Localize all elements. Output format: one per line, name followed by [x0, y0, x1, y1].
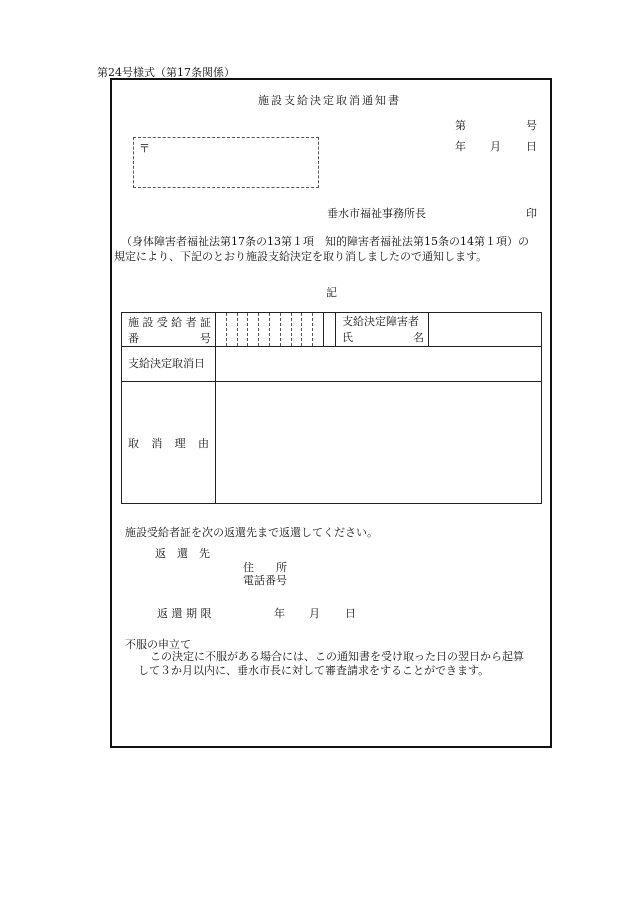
date-year: 年	[455, 140, 466, 153]
return-deadline-day: 日	[345, 607, 356, 620]
return-address-label: 住 所	[243, 561, 287, 574]
seal-mark: 印	[526, 207, 537, 220]
objection-heading: 不服の申立て	[125, 638, 191, 651]
person-label-line-1: 支給決定障害者	[342, 314, 419, 328]
cert-number-spacer	[324, 313, 336, 347]
postal-mark: 〒	[139, 142, 150, 155]
person-label-line-2: 氏 名	[342, 330, 424, 344]
body-line-1: （身体障害者福祉法第17条の13第１項 知的障害者福祉法第15条の14第１項）の	[121, 235, 529, 248]
address-box	[133, 137, 319, 188]
cert-number-label-line-1: 施 設 受 給 者 証	[128, 315, 211, 329]
cert-number-digit-cells	[216, 313, 324, 347]
return-to-label: 返 還 先	[155, 547, 210, 560]
person-label-cell	[336, 313, 429, 347]
person-name-value	[429, 313, 542, 347]
cancel-date-label: 支給決定取消日	[128, 357, 205, 370]
ki-heading: 記	[326, 286, 337, 299]
reason-label: 取 消 理 由	[128, 436, 209, 450]
form-number-label: 第24号様式（第17条関係）	[97, 66, 235, 79]
cert-number-label-cell	[122, 313, 216, 347]
return-deadline-label: 返 還 期 限	[157, 607, 212, 620]
issuer-name: 垂水市福祉事務所長	[327, 207, 426, 220]
return-phone-label: 電話番号	[243, 574, 287, 587]
reason-value	[216, 382, 542, 504]
return-deadline-month: 月	[309, 607, 320, 620]
date-day: 日	[526, 140, 537, 153]
objection-line-2: して３か月以内に、垂水市長に対して審査請求をすることができます。	[138, 664, 490, 677]
reason-label-cell	[122, 382, 216, 504]
cert-number-label-line-2: 番 号	[128, 331, 211, 345]
body-line-2: 規定により、下記のとおり施設支給決定を取り消しましたので通知します。	[114, 250, 488, 263]
date-month: 月	[490, 140, 501, 153]
decision-table	[121, 312, 542, 504]
return-notice: 施設受給者証を次の返還先まで返還してください。	[125, 526, 378, 539]
document-title: 施設支給決定取消通知書	[258, 94, 401, 107]
objection-line-1: この決定に不服がある場合には、この通知書を受け取った日の翌日から起算	[150, 650, 524, 663]
doc-number-dai: 第	[455, 119, 466, 132]
return-deadline-year: 年	[274, 607, 285, 620]
cancel-date-label-cell	[122, 347, 216, 382]
doc-number-go: 号	[526, 119, 537, 132]
cancel-date-value	[216, 347, 542, 382]
